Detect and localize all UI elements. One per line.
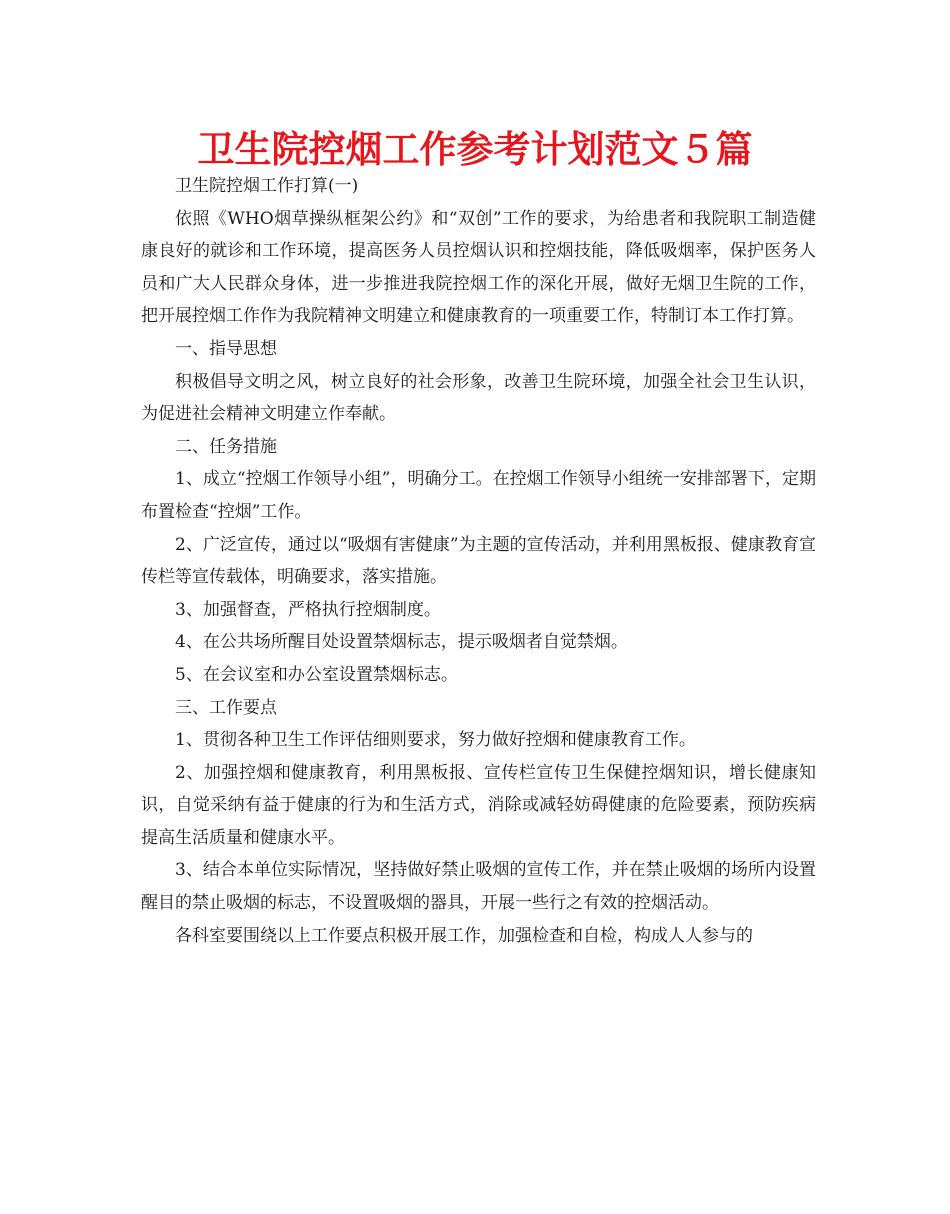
- task-item-3: 3、加强督查，严格执行控烟制度。: [175, 599, 441, 620]
- document-body: [141, 170, 816, 952]
- section-heading-work-points: 三、工作要点: [175, 697, 277, 718]
- document-title: 卫生院控烟工作参考计划范文５篇: [197, 128, 753, 171]
- intro-paragraph: 依照《WHO烟草操纵框架公约》和“双创”工作的要求，为给患者和我院职工制造健康良好的就诊和工作环境，提高医务人员控烟认识和控烟技能，降低吸烟率，保护医务人员和广大人民群众身体，进一步推进我院控烟工作的深化开展，做好无烟卫生院的工作，把开展控烟工作作为我院精神文明建立和健康教育的一项重要工作，特制订本工作打算。: [141, 208, 816, 327]
- guiding-ideology-paragraph: 积极倡导文明之风，树立良好的社会形象，改善卫生院环境，加强全社会卫生认识，为促进社会精神文明建立作奉献。: [141, 371, 816, 425]
- section-heading-guiding-ideology: 一、指导思想: [175, 338, 277, 359]
- section-heading-plan-one: 卫生院控烟工作打算(一): [175, 176, 359, 196]
- task-item-2: 2、广泛宣传，通过以“吸烟有害健康”为主题的宣传活动，并利用黑板报、健康教育宣传栏等宣传载体，明确要求，落实措施。: [141, 534, 816, 588]
- task-item-1: 1、成立“控烟工作领导小组”，明确分工。在控烟工作领导小组统一安排部署下，定期布置检查“控烟”工作。: [141, 469, 816, 522]
- task-item-4: 4、在公共场所醒目处设置禁烟标志，提示吸烟者自觉禁烟。: [175, 632, 628, 653]
- task-item-5: 5、在会议室和办公室设置禁烟标志。: [175, 664, 458, 685]
- work-point-1: 1、贯彻各种卫生工作评估细则要求，努力做好控烟和健康教育工作。: [175, 730, 696, 751]
- closing-paragraph: 各科室要围绕以上工作要点积极开展工作，加强检查和自检，构成人人参与的: [175, 925, 753, 946]
- work-point-2: 2、加强控烟和健康教育，利用黑板报、宣传栏宣传卫生保健控烟知识，增长健康知识，自觉采纳有益于健康的行为和生活方式，消除或减轻妨碍健康的危险要素，预防疾病提高生活质量和健康水平。: [141, 762, 816, 848]
- section-heading-tasks-measures: 二、任务措施: [175, 436, 277, 457]
- work-point-3: 3、结合本单位实际情况，坚持做好禁止吸烟的宣传工作，并在禁止吸烟的场所内设置醒目的禁止吸烟的标志，不设置吸烟的器具，开展一些行之有效的控烟活动。: [141, 860, 816, 914]
